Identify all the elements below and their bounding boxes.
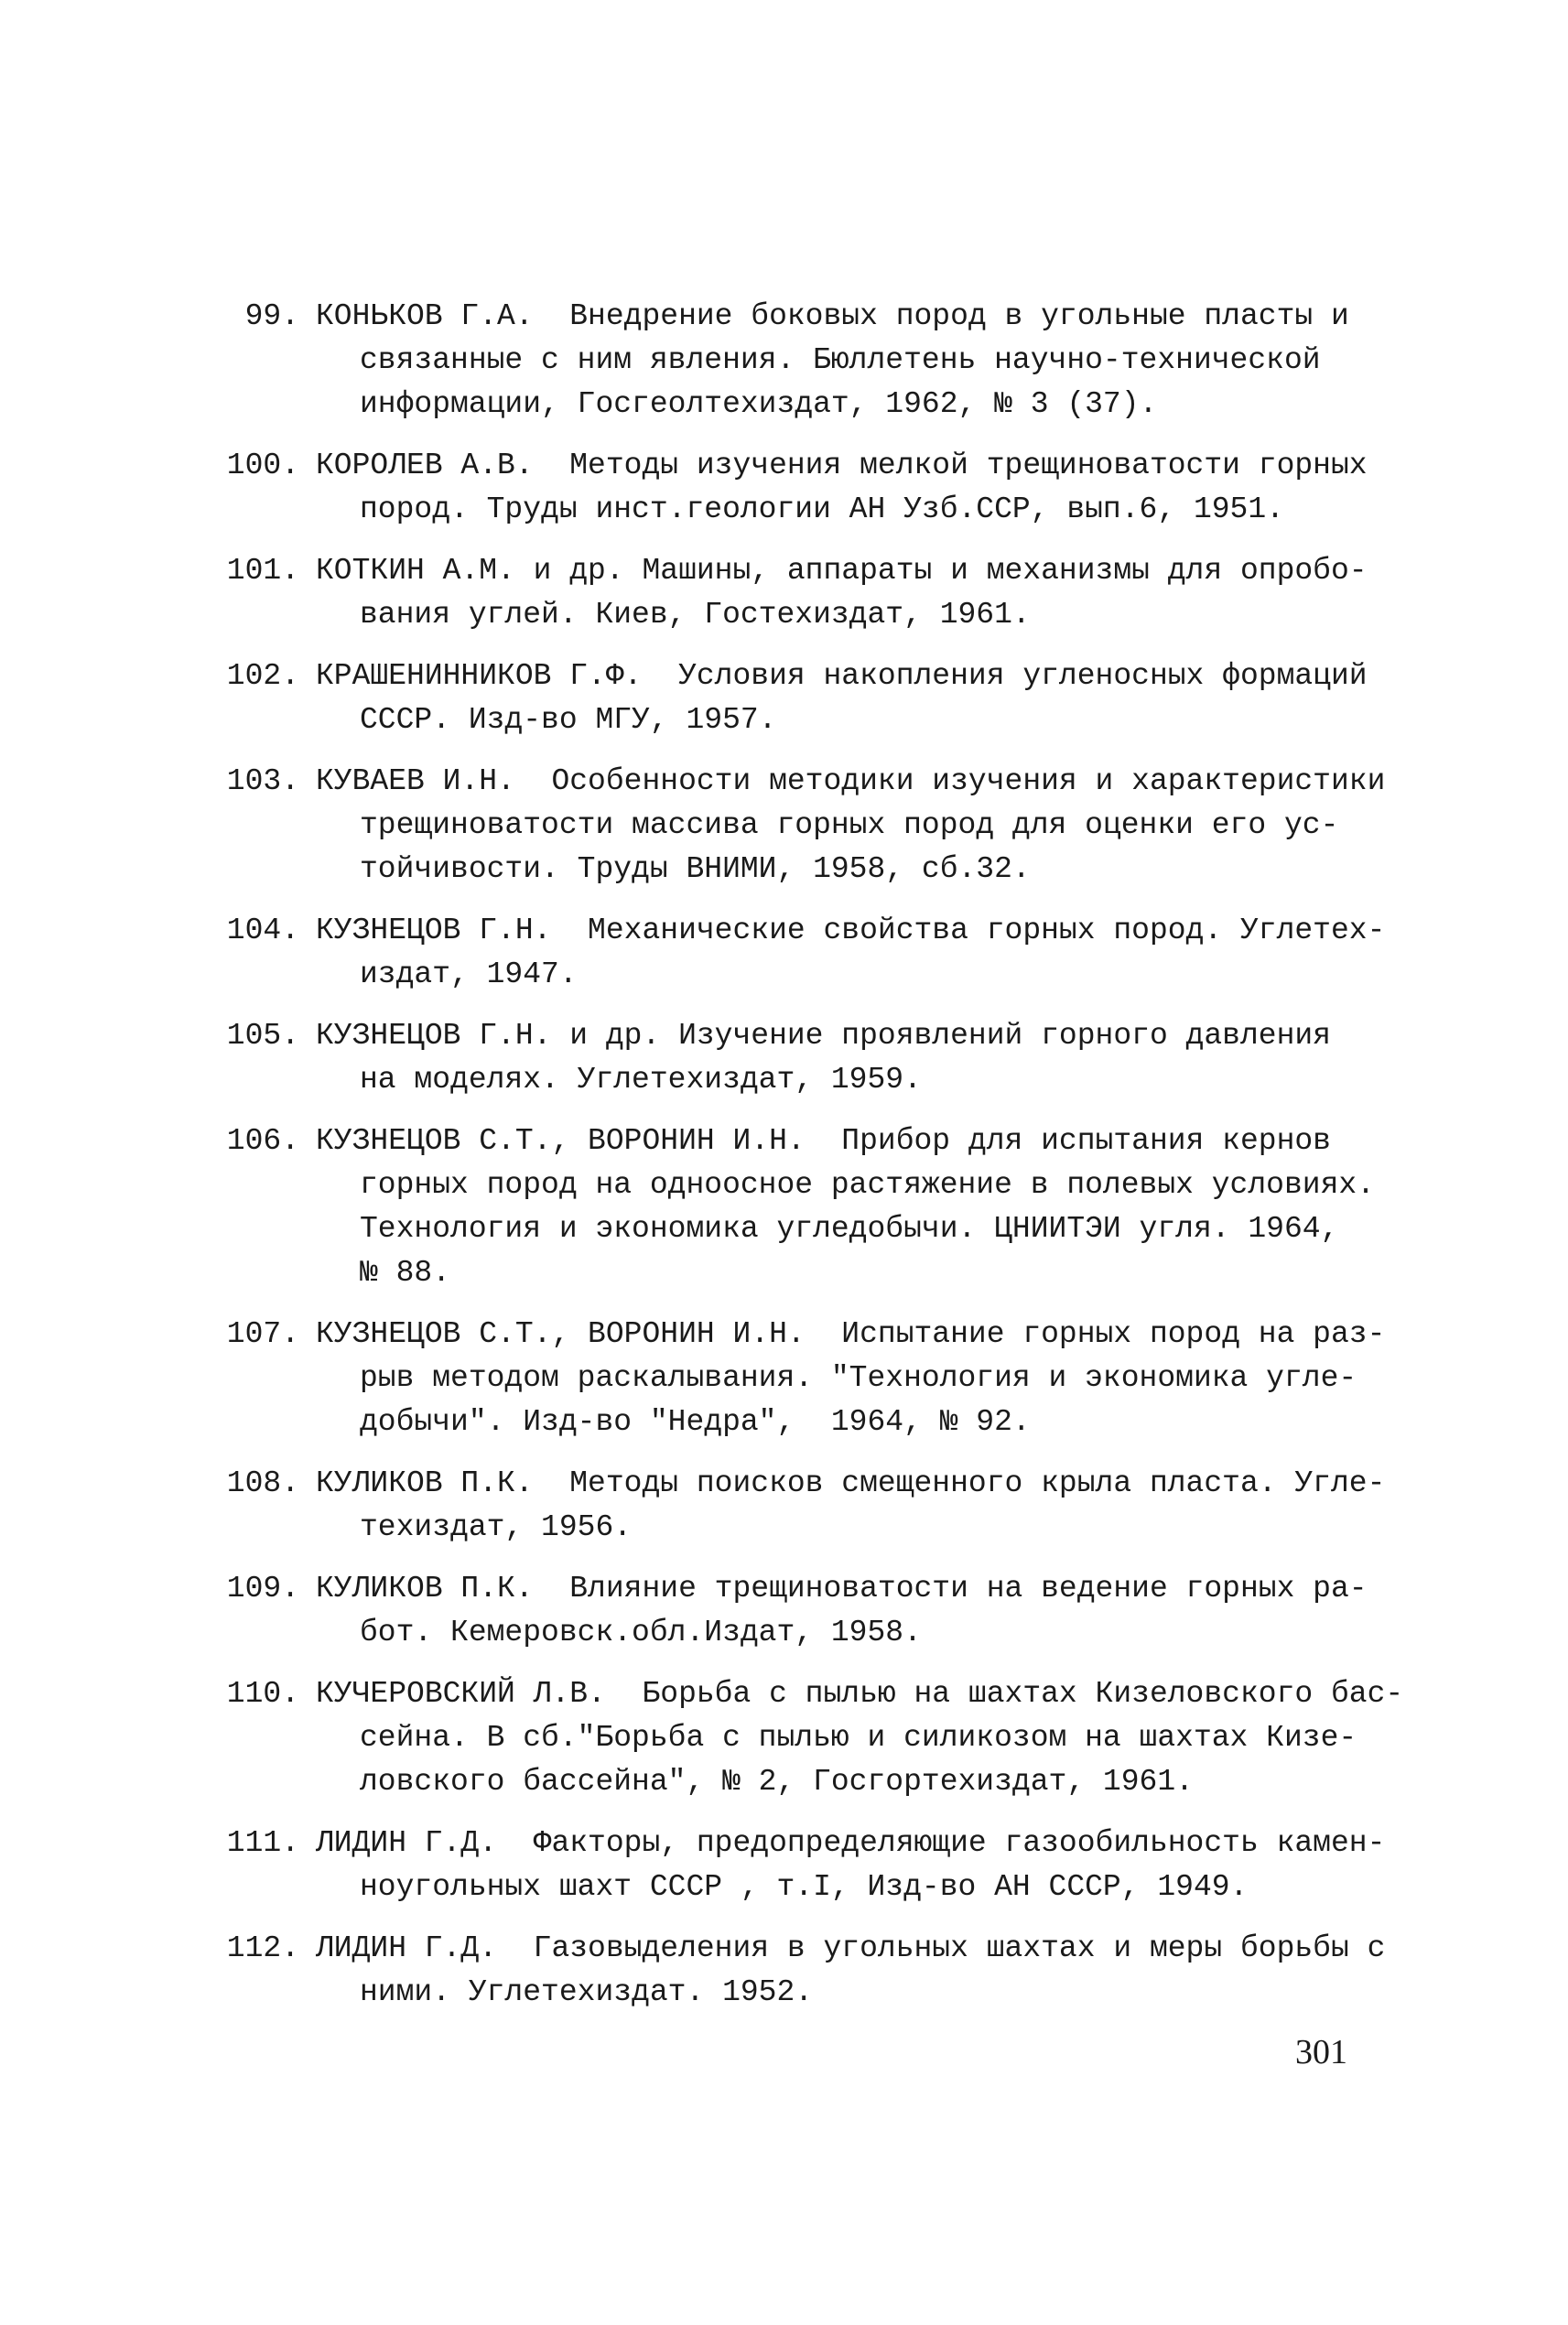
- entry-line: трещиноватости массива горных пород для оценки его ус-: [360, 808, 1339, 842]
- entry-number: 111.: [226, 1826, 299, 1860]
- entry-number: 110.: [226, 1677, 299, 1711]
- entry-number: 101.: [226, 554, 299, 588]
- entry-line: горных пород на одноосное растяжение в полевых условиях.: [360, 1168, 1375, 1202]
- entry-text: [299, 1462, 1402, 1550]
- entry-line: сейна. В сб."Борьба с пылью и силикозом на шахтах Кизе-: [360, 1721, 1357, 1755]
- entry-line: КОТКИН А.М. и др. Машины, аппараты и механизмы для опробо-: [316, 554, 1368, 588]
- entry-line: добычи". Изд-во "Недра", 1964, № 92.: [360, 1405, 1031, 1439]
- entry-text: [299, 1567, 1402, 1655]
- entry-line: пород. Труды инст.геологии АН Узб.ССР, вып.6, 1951.: [360, 492, 1284, 526]
- entry-number: 107.: [226, 1317, 299, 1351]
- entry-line: КУВАЕВ И.Н. Особенности методики изучения и характеристики: [316, 764, 1386, 798]
- entry-line: КУЛИКОВ П.К. Влияние трещиноватости на ведение горных ра-: [316, 1572, 1368, 1606]
- entry-line: КУЧЕРОВСКИЙ Л.В. Борьба с пылью на шахтах Кизеловского бас-: [316, 1677, 1404, 1711]
- entry-line: ловского бассейна", № 2, Госгортехиздат, 1961.: [360, 1765, 1194, 1799]
- entry-line: КОРОЛЕВ А.В. Методы изучения мелкой трещиноватости горных: [316, 449, 1368, 482]
- entry-text: [299, 1672, 1403, 1804]
- entry-line: КУЗНЕЦОВ С.Т., ВОРОНИН И.Н. Испытание горных пород на раз-: [316, 1317, 1386, 1351]
- entry-line: вания углей. Киев, Гостехиздат, 1961.: [360, 598, 1031, 632]
- entry-number: 102.: [226, 659, 299, 693]
- entry-text: [299, 654, 1402, 742]
- bibliography-entry: [212, 1313, 1402, 1444]
- entry-line: тойчивости. Труды ВНИМИ, 1958, сб.32.: [360, 852, 1031, 886]
- entry-line: КУЗНЕЦОВ С.Т., ВОРОНИН И.Н. Прибор для испытания кернов: [316, 1124, 1331, 1158]
- entry-line: КУЛИКОВ П.К. Методы поисков смещенного крыла пласта. Угле-: [316, 1466, 1386, 1500]
- entry-line: ними. Углетехиздат. 1952.: [360, 1975, 814, 2009]
- bibliography-entry: [212, 1567, 1402, 1655]
- bibliography-entry: [212, 1014, 1402, 1102]
- bibliography-entry: [212, 760, 1402, 892]
- bibliography-entry: [212, 654, 1402, 742]
- bibliography-entry: [212, 1927, 1402, 2015]
- entry-number: 100.: [226, 449, 299, 482]
- entry-text: [299, 295, 1402, 427]
- entry-number: 105.: [226, 1019, 299, 1053]
- entry-text: [299, 444, 1402, 532]
- entry-line: ноугольных шахт СССР , т.I, Изд-во АН СССР, 1949.: [360, 1870, 1249, 1904]
- entry-line: ЛИДИН Г.Д. Факторы, предопределяющие газообильность камен-: [316, 1826, 1386, 1860]
- entry-text: [299, 1119, 1402, 1295]
- entry-text: [299, 760, 1402, 892]
- entry-number: 104.: [226, 914, 299, 947]
- bibliography-entry: [212, 295, 1402, 427]
- entry-line: рыв методом раскалывания. "Технология и экономика угле-: [360, 1361, 1357, 1395]
- bibliography-entry: [212, 549, 1402, 637]
- entry-line: на моделях. Углетехиздат, 1959.: [360, 1063, 922, 1097]
- bibliography-entry: [212, 1462, 1402, 1550]
- entry-text: [299, 1014, 1402, 1102]
- entry-number: 103.: [226, 764, 299, 798]
- bibliography-entry: [212, 909, 1402, 997]
- entry-line: Технология и экономика угледобычи. ЦНИИТЭИ угля. 1964,: [360, 1212, 1339, 1246]
- entry-line: СССР. Изд-во МГУ, 1957.: [360, 703, 777, 737]
- entry-number: 109.: [226, 1572, 299, 1606]
- entry-text: [299, 1822, 1402, 1909]
- bibliography-entry: [212, 444, 1402, 532]
- entry-line: техиздат, 1956.: [360, 1510, 633, 1544]
- entry-line: издат, 1947.: [360, 957, 578, 991]
- page-number: 301: [1295, 2033, 1347, 2071]
- bibliography-entry: [212, 1822, 1402, 1909]
- entry-line: КУЗНЕЦОВ Г.Н. Механические свойства горных пород. Углетех-: [316, 914, 1386, 947]
- entry-line: КРАШЕНИННИКОВ Г.Ф. Условия накопления угленосных формаций: [316, 659, 1368, 693]
- entry-line: бот. Кемеровск.обл.Издат, 1958.: [360, 1616, 922, 1649]
- entry-number: 99.: [244, 299, 299, 333]
- entry-line: КУЗНЕЦОВ Г.Н. и др. Изучение проявлений горного давления: [316, 1019, 1331, 1053]
- entry-text: [299, 909, 1402, 997]
- entry-line: № 88.: [360, 1256, 451, 1290]
- entry-line: связанные с ним явления. Бюллетень научно-технической: [360, 343, 1321, 377]
- entry-number: 108.: [226, 1466, 299, 1500]
- bibliography-entry: [212, 1672, 1402, 1804]
- bibliography-entry: [212, 1119, 1402, 1295]
- bibliography-list: [212, 295, 1402, 2032]
- entry-text: [299, 1927, 1402, 2015]
- entry-line: КОНЬКОВ Г.А. Внедрение боковых пород в угольные пласты и: [316, 299, 1349, 333]
- entry-number: 106.: [226, 1124, 299, 1158]
- entry-text: [299, 549, 1402, 637]
- entry-line: ЛИДИН Г.Д. Газовыделения в угольных шахтах и меры борьбы с: [316, 1931, 1386, 1965]
- entry-number: 112.: [226, 1931, 299, 1965]
- entry-line: информации, Госгеолтехиздат, 1962, № 3 (37).: [360, 387, 1158, 421]
- entry-text: [299, 1313, 1402, 1444]
